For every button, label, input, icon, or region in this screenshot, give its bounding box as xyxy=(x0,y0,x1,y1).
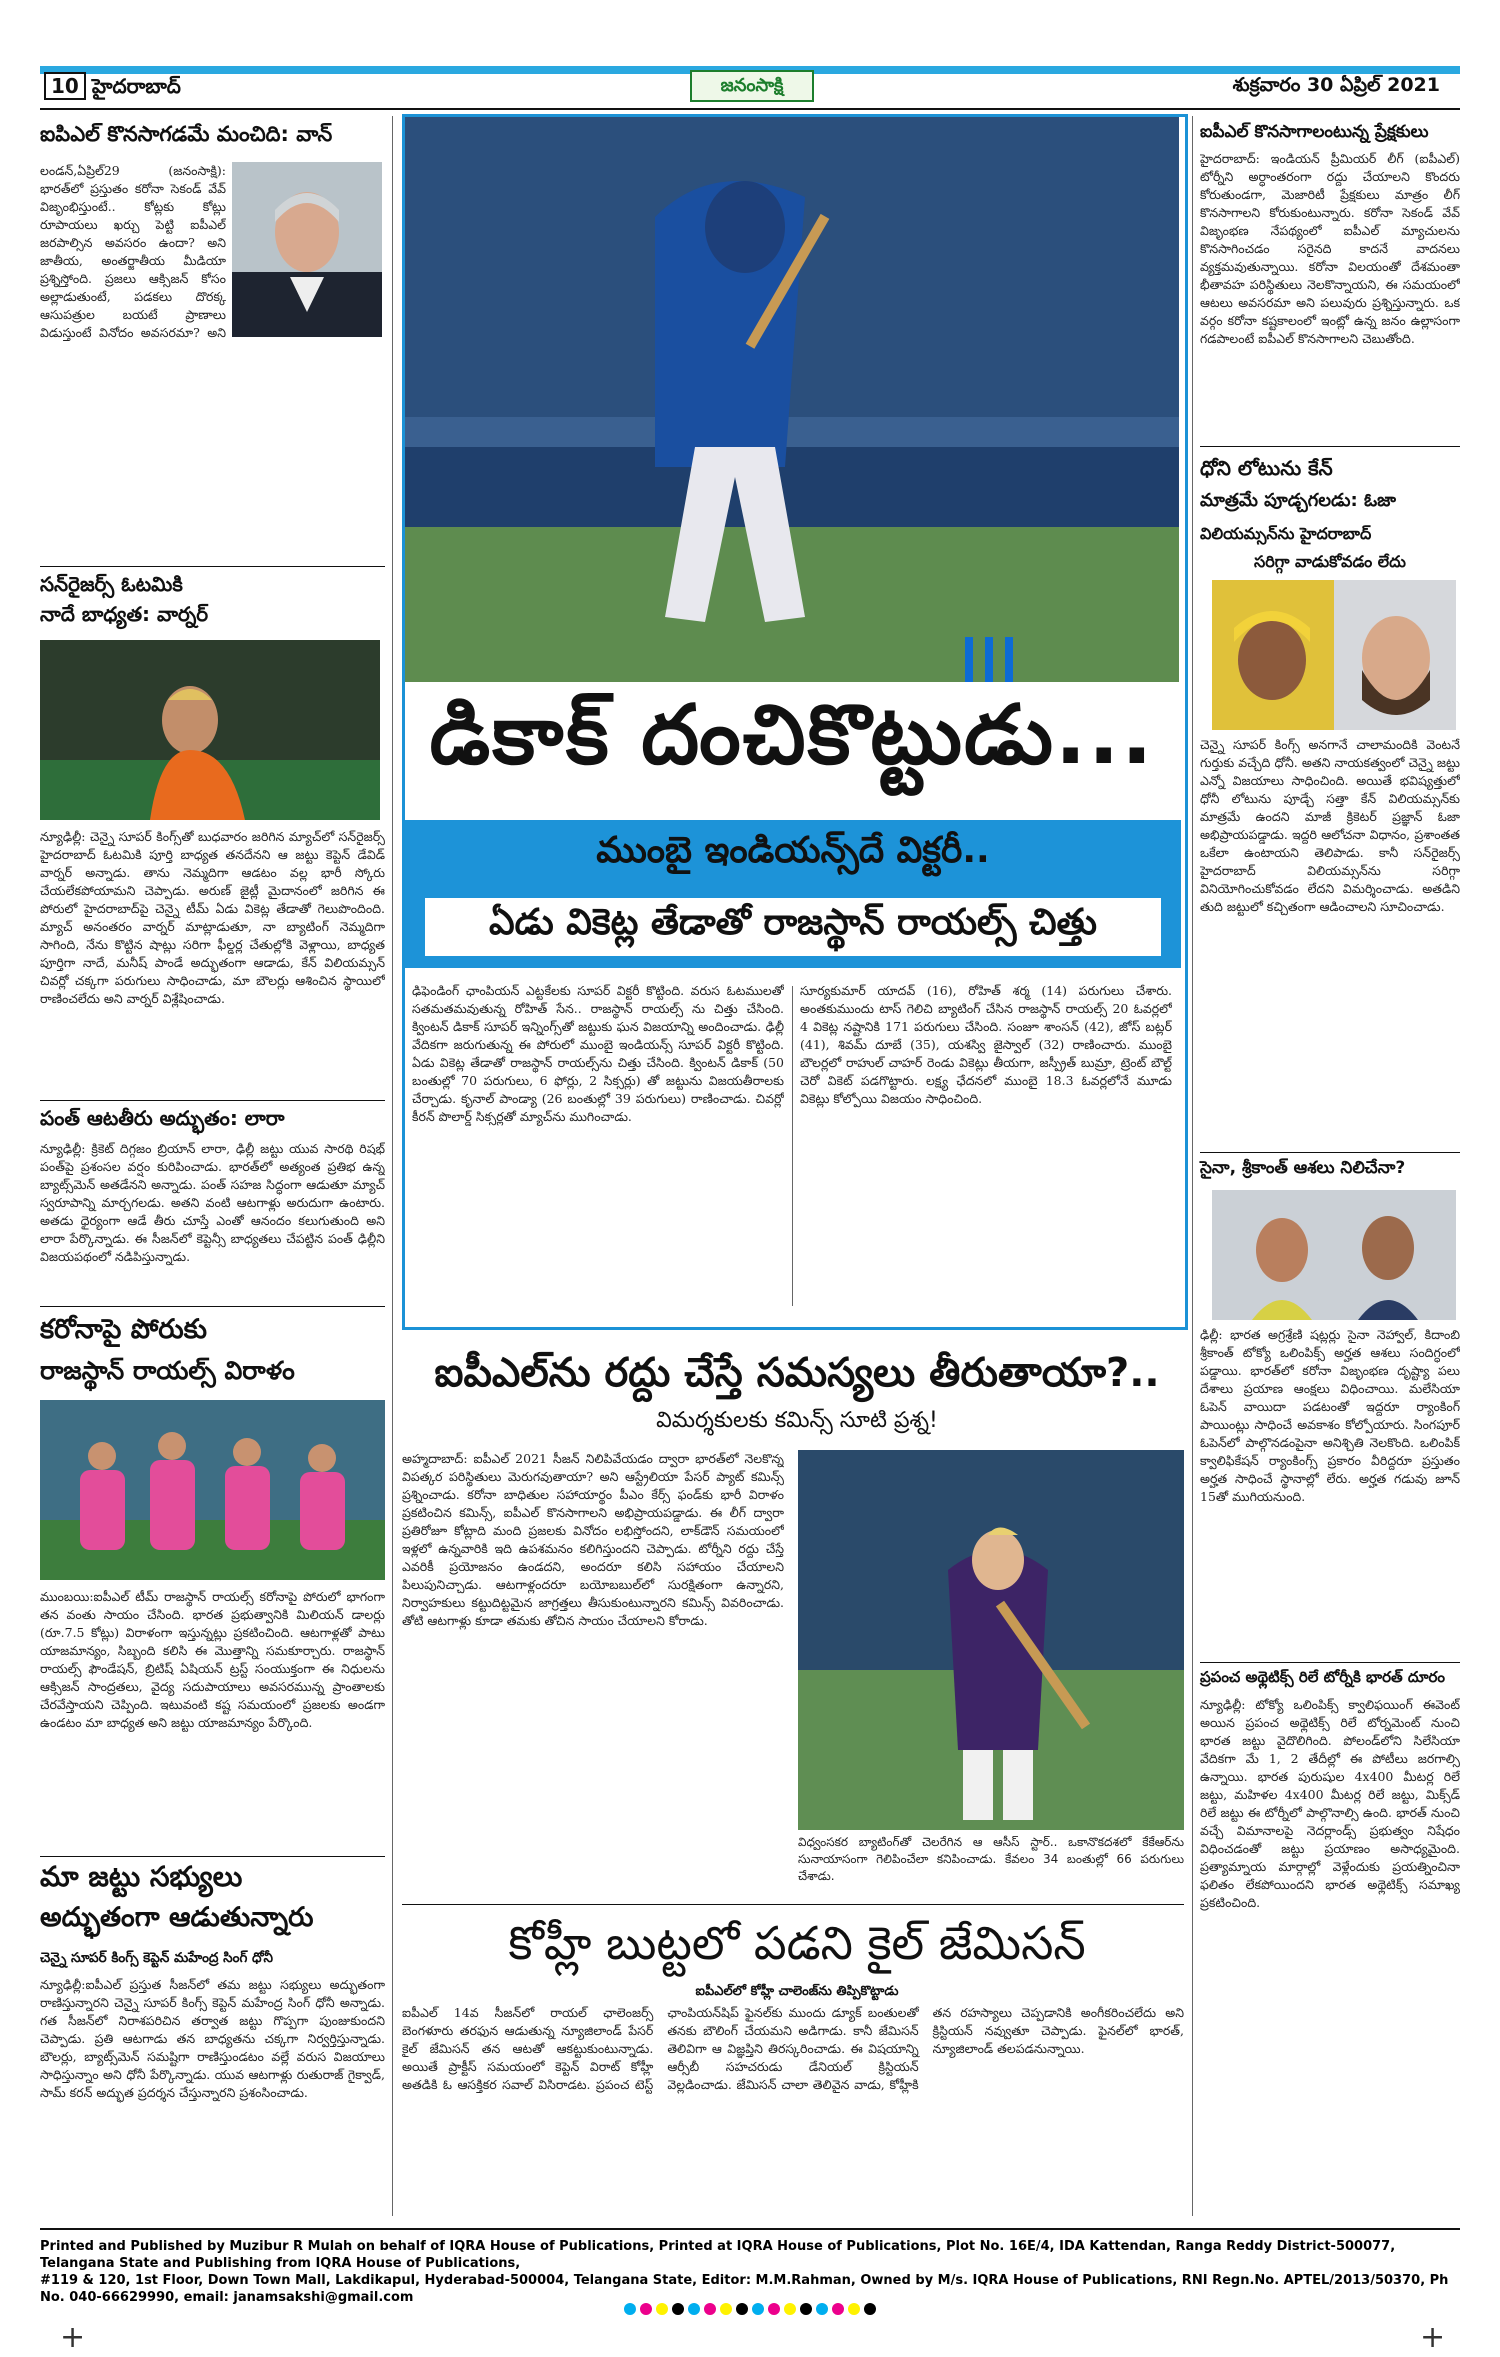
cummins-photo-caption: విధ్వంసకర బ్యాటింగ్‌తో చెలరేగిన ఆ ఆసీస్ స్టార్.. ఒకానొకదశలో కేకేఆర్‌ను సునాయాసంగా గెలిపించేలా కనిపించాడు. కేవలం 34 బంతుల్లో 66 పరుగులు చేశాడు. xyxy=(798,1835,1184,1883)
paper-logo: జనంసాక్షి xyxy=(690,70,814,102)
story-ojha-headline-2: మాత్రమే పూడ్చగలడు: ఓజా xyxy=(1200,490,1396,511)
jamieson-kicker: ఐపీఎల్‌లో కోహ్లీ చాలెంజ్‌ను తిప్పికొట్టాడు xyxy=(695,1984,899,1999)
cummins-photo xyxy=(798,1450,1184,1830)
story-relay-headline: ప్రపంచ అథ్లెటిక్స్ రిలే టోర్నీకి భారత్ దూరం xyxy=(1200,1668,1446,1686)
column-divider-left xyxy=(392,116,393,2216)
story-lara-body: న్యూఢిల్లీ: క్రికెట్ దిగ్గజం బ్రియాన్ లారా, ఢిల్లీ జట్టు యువ సారథి రిషభ్ పంత్‌పై ప్రశంసల వర్షం కురిపించాడు. భారత్‌లో అత్యంత ప్రతిభ ఉన్న బ్యాట్స్‌మెన్ అతడేనని అన్నాడు. పంత్ సహజ సిద్ధంగా ఆడుతూ మ్యాచ్ స్వరూపాన్ని మార్చగలడు. అతని వంటి ఆటగాళ్లు అరుదుగా ఉంటారు. అతడు ధైర్యంగా ఆడే తీరు చూస్తే ఎంతో ఆనందం కలుగుతుంది అని లారా పేర్కొన్నాడు. ఈ సీజన్‌లో కెప్టెన్సీ బాధ్యతలు చేపట్టిన పంత్ ఢిల్లీని విజయపథంలో నడిపిస్తున్నాడు. xyxy=(40,1141,385,1264)
lead-deck-banner xyxy=(405,820,1181,968)
color-registration-bar xyxy=(40,2300,1460,2318)
imprint-line xyxy=(40,2238,1460,2306)
lead-body-col2: సూర్యకుమార్ యాదవ్ (16), రోహిత్ శర్మ (14) పరుగులు చేశారు. అంతకుముందు టాస్ గెలిచి బ్యాటింగ్ చేసిన రాజస్థాన్ రాయల్స్ 20 ఓవర్లలో 4 వికెట్ల నష్టానికి 171 పరుగులు చేసింది. సంజూ శాంసన్ (42), జోస్ బట్లర్ (41), శివమ్ దూబే (35), యశస్వి జైస్వాల్ (32) రాణించారు. ముంబై బౌలర్లలో రాహుల్ చాహర్ రెండు వికెట్లు తీయగా, జస్ప్రీత్ బుమ్రా, ట్రెంట్ బౌల్ట్ చెరో వికెట్ పడగొట్టారు. లక్ష్య ఛేదనలో ముంబై 18.3 ఓవర్లలోనే మూడు వికెట్లు కోల్పోయి విజయం సాధించింది. xyxy=(800,983,1172,1106)
divider xyxy=(402,1904,1184,1905)
story-audience-headline: ఐపీఎల్ కొనసాగాలంటున్న ప్రేక్షకులు xyxy=(1200,122,1429,142)
story-lara-headline: పంత్ ఆటతీరు అద్భుతం: లారా xyxy=(40,1106,285,1130)
lead-headline: డికాక్ దంచికొట్టుడు... xyxy=(429,688,1155,783)
story-vaughan-body-b xyxy=(40,344,385,556)
story-dhoni-subhead: చెన్నై సూపర్ కింగ్స్ కెప్టెన్ మహేంద్ర సింగ్ ధోనీ xyxy=(40,1950,273,1966)
crop-mark-left: + xyxy=(60,2320,86,2355)
story-rr-headline-1: కరోనాపై పోరుకు xyxy=(40,1314,207,1345)
story-relay-body: న్యూఢిల్లీ: టోక్యో ఒలింపిక్స్ క్వాలిఫయింగ్ ఈవెంట్ అయిన ప్రపంచ అథ్లెటిక్స్ రిలే టోర్నమెంట్ నుంచి భారత జట్టు వైదొలిగింది. పోలండ్‌లోని సిలేసియా వేదికగా మే 1, 2 తేదీల్లో ఈ పోటీలు జరగాల్సి ఉన్నాయి. భారత పురుషుల 4x400 మీటర్ల రిలే జట్టు, మహిళల 4x400 మీటర్ల రిలే జట్టు, మిక్స్‌డ్ రిలే జట్టు ఈ టోర్నీలో పాల్గొనాల్సి ఉంది. భారత్ నుంచి వచ్చే విమానాలపై నెదర్లాండ్స్ ప్రభుత్వం నిషేధం విధించడంతో జట్టు ప్రయాణం అసాధ్యమైంది. ప్రత్యామ్నాయ మార్గాల్లో వెళ్లేందుకు ప్రయత్నించినా ఫలితం లేకపోయిందని భారత అథ్లెటిక్స్ సమాఖ్య ప్రకటించింది. xyxy=(1200,1697,1460,1910)
story-vaughan-body-a: లండన్,ఏప్రిల్29 (జనంసాక్షి): భారత్‌లో ప్రస్తుతం కరోనా సెకండ్ వేవ్ విజృంభిస్తుంటే.. కోట్లకు కోట్లు రూపాయలు ఖర్చు పెట్టి ఐపీఎల్ జరపాల్సిన అవసరం ఉందా? అని జాతీయ, అంతర్జాతీయ మీడియా ప్రశ్నిస్తోంది. ప్రజలు ఆక్సిజన్ కోసం అల్లాడుతుంటే, పడకలు దొరక్క ఆసుపత్రుల బయటే ప్రాణాలు విడుస్తుంటే వినోదం అవసరమా? అని xyxy=(40,163,226,340)
saina-srikanth-photo xyxy=(1212,1190,1456,1320)
dateline: శుక్రవారం 30 ఏప్రిల్ 2021 xyxy=(1232,74,1440,96)
cummins-headline: ఐపీఎల్‌ను రద్దు చేస్తే సమస్యలు తీరుతాయా?.. xyxy=(434,1350,1160,1396)
story-rr-headline-2: రాజస్థాన్ రాయల్స్ విరాళం xyxy=(40,1356,295,1385)
story-dhoni-headline-2: అద్భుతంగా ఆడుతున్నారు xyxy=(40,1902,314,1933)
rr-players-photo xyxy=(40,1400,385,1580)
imprint-line-1: Printed and Published by Muzibur R Mulah on behalf of IQRA House of Publications, Printed at IQRA House of Publications, Plot No. 16E/4, IDA Kattendan, Ranga Reddy District-500077, Telangana State and Publishing from IQRA House of Publications, xyxy=(40,2239,1396,2271)
crop-mark-right: + xyxy=(1420,2320,1446,2355)
masthead-rule xyxy=(40,108,1460,110)
divider xyxy=(1200,1662,1460,1663)
story-rr-body: ముంబయి:ఐపీఎల్ టీమ్ రాజస్థాన్ రాయల్స్ కరోనాపై పోరులో భాగంగా తన వంతు సాయం చేసింది. భారత ప్రభుత్వానికి మిలియన్ డాలర్లు (రూ.7.5 కోట్లు) విరాళంగా ఇస్తున్నట్లు ప్రకటించింది. ఆటగాళ్లతో పాటు యాజమాన్యం, సిబ్బంది కలిసి ఈ మొత్తాన్ని సమకూర్చారు. రాజస్థాన్ రాయల్స్ ఫౌండేషన్, బ్రిటిష్ ఏషియన్ ట్రస్ట్ సంయుక్తంగా ఈ నిధులను ఆక్సిజన్ సాంద్రతలు, వైద్య సదుపాయాలు అవసరమున్న ప్రాంతాలకు చేరవేస్తాయని చెప్పింది. ఇటువంటి కష్ట సమయంలో ప్రజలకు అండగా ఉండటం మా బాధ్యత అని జట్టు యాజమాన్యం పేర్కొంది. xyxy=(40,1589,385,1730)
divider xyxy=(40,566,385,567)
warner-photo xyxy=(40,640,380,820)
divider xyxy=(1200,1152,1460,1153)
story-warner-headline-2: నాదే బాధ్యత: వార్నర్ xyxy=(40,602,209,626)
cummins-body: అహ్మదాబాద్: ఐపీఎల్ 2021 సీజన్ నిలిపివేయడం ద్వారా భారత్‌లో నెలకొన్న విపత్కర పరిస్థితులు మెరుగవుతాయా? అని ఆస్ట్రేలియా పేసర్ ప్యాట్ కమిన్స్ ప్రశ్నించాడు. కరోనా బాధితుల సహాయార్థం పీఎం కేర్స్ ఫండ్‌కు భారీ విరాళం ప్రకటించిన కమిన్స్, ఐపీఎల్ కొనసాగాలని అభిప్రాయపడ్డాడు. ఈ లీగ్ ద్వారా ప్రతిరోజూ కోట్లాది మంది ప్రజలకు వినోదం లభిస్తోందని, లాక్‌డౌన్ సమయంలో ఇళ్లలో ఉన్నవారికి ఇది ఉపశమనం కలిగిస్తుందని చెప్పాడు. టోర్నీని రద్దు చేస్తే ఎవరికీ ప్రయోజనం ఉండదని, అందరూ కలిసి సహాయం చేయాలని పిలుపునిచ్చాడు. ఆటగాళ్లందరూ బయోబబుల్‌లో సురక్షితంగా ఉన్నారని, నిర్వాహకులు కట్టుదిట్టమైన జాగ్రత్తలు తీసుకుంటున్నారని కమిన్స్ వివరించాడు. తోటి ఆటగాళ్లు కూడా తమకు తోచిన సాయం చేయాలని కోరాడు. xyxy=(402,1451,784,1628)
divider xyxy=(40,1856,385,1857)
jamieson-body: ఐపీఎల్ 14వ సీజన్‌లో రాయల్ ఛాలెంజర్స్ బెంగళూరు తరఫున ఆడుతున్న న్యూజిలాండ్ పేసర్ కైల్ జేమిసన్ తన ఆటతో ఆకట్టుకుంటున్నాడు. అయితే ప్రాక్టీస్ సమయంలో కెప్టెన్ విరాట్ కోహ్లీ అతడికి ఓ ఆసక్తికర సవాల్ విసిరాడట. ప్రపంచ టెస్ట్ ఛాంపియన్‌షిప్ ఫైనల్‌కు ముందు డ్యూక్ బంతులతో తనకు బౌలింగ్ చేయమని అడిగాడు. కానీ జేమిసన్ తెలివిగా ఆ విజ్ఞప్తిని తిరస్కరించాడు. ఈ విషయాన్ని ఆర్సీబీ సహచరుడు డేనియల్ క్రిస్టియన్ వెల్లడించాడు. జేమిసన్ చాలా తెలివైన వాడు, కోహ్లీకి తన రహస్యాలు చెప్పడానికి అంగీకరించలేదు అని క్రిస్టియన్ నవ్వుతూ చెప్పాడు. ఫైనల్‌లో భారత్, న్యూజిలాండ్ తలపడనున్నాయి. xyxy=(402,2005,1184,2092)
story-warner-headline-1: సన్‌రైజర్స్ ఓటమికి xyxy=(40,572,183,596)
story-ojha-subhead-2: సరిగ్గా వాడుకోవడం లేదు xyxy=(1254,552,1406,571)
imprint-line-2: #119 & 120, 1st Floor, Down Town Mall, Lakdikapul, Hyderabad-500004, Telangana State, Editor: M.M.Rahman, Owned by M/s. IQRA House of Publications, RNI Regn.No. APTEL/2013/50370, Ph No. 040-66629990, email: janamsakshi@gmail.com xyxy=(40,2273,1449,2305)
story-ojha-body: చెన్నై సూపర్ కింగ్స్ అనగానే చాలామందికి వెంటనే గుర్తుకు వచ్చేది ధోనీ. అతని నాయకత్వంలో చెన్నై జట్టు ఎన్నో విజయాలు సాధించింది. అయితే భవిష్యత్తులో ధోనీ లోటును పూడ్చే సత్తా కేన్ విలియమ్సన్‌కు మాత్రమే ఉందని మాజీ క్రికెటర్ ప్రజ్ఞాన్ ఓజా అభిప్రాయపడ్డాడు. ఇద్దరి ఆలోచనా విధానం, ప్రశాంతత ఒకేలా ఉంటాయని తెలిపాడు. కానీ సన్‌రైజర్స్ హైదరాబాద్ విలియమ్సన్‌ను సరిగ్గా వినియోగించుకోవడం లేదని విమర్శించాడు. అతడిని తుది జట్టులో కచ్చితంగా ఆడించాలని సూచించాడు. xyxy=(1200,737,1460,914)
divider xyxy=(1200,446,1460,447)
footer-rule xyxy=(40,2228,1460,2230)
city-name: హైదరాబాద్ xyxy=(91,74,181,98)
dhoni-williamson-photo xyxy=(1212,580,1456,730)
story-vaughan-headline: ఐపిఎల్ కొనసాగడమే మంచిది: వాన్ xyxy=(40,122,333,146)
cummins-subhead: విమర్శకులకు కమిన్స్ సూటి ప్రశ్న! xyxy=(656,1408,938,1433)
story-warner-body: న్యూఢిల్లీ: చెన్నై సూపర్ కింగ్స్‌తో బుధవారం జరిగిన మ్యాచ్‌లో సన్‌రైజర్స్ హైదరాబాద్ ఓటమికి పూర్తి బాధ్యత తనదేనని ఆ జట్టు కెప్టెన్ డేవిడ్ వార్నర్ అన్నాడు. తాను నెమ్మదిగా ఆడటం వల్ల భారీ స్కోరు చేయలేకపోయామని చెప్పాడు. అరుణ్ జైట్లీ మైదానంలో జరిగిన ఈ పోరులో హైదరాబాద్‌పై చెన్నై టీమ్ ఏడు వికెట్ల తేడాతో గెలుపొందింది. మ్యాచ్ అనంతరం వార్నర్ మాట్లాడుతూ, నా బ్యాటింగ్ నెమ్మదిగా సాగింది, నేను కొట్టిన షాట్లు సరిగా ఫీల్డర్ల చేతుల్లోకి వెళ్లాయి, బాధ్యత పూర్తిగా నాదే, మనీష్ పాండే అద్భుతంగా ఆడాడు, కేన్ విలియమ్సన్ చివర్లో చక్కగా పరుగులు సాధించాడు, మా బౌలర్లు ఆశించిన స్థాయిలో రాణించలేదు అని వార్నర్ విశ్లేషించాడు. xyxy=(40,829,385,1006)
lead-body-col1: ఢిఫెండింగ్ ఛాంపియన్ ఎట్టకేలకు సూపర్ విక్టరీ కొట్టింది. వరుస ఓటములతో సతమతమవుతున్న రోహిత్ సేన.. రాజస్థాన్ రాయల్స్ ను చిత్తు చేసింది. క్వింటన్ డికాక్ సూపర్ ఇన్నింగ్స్‌తో జట్టుకు ఘన విజయాన్ని అందించాడు. ఢిల్లీ వేదికగా జరుగుతున్న ఈ పోరులో ముంబై ఇండియన్స్ సూపర్ విక్టరీ కొట్టింది. ఏడు వికెట్ల తేడాతో రాజస్థాన్ రాయల్స్‌ను చిత్తు చేసింది. క్వింటన్ డికాక్ (50 బంతుల్లో 70 పరుగులు, 6 ఫోర్లు, 2 సిక్సర్లు) తో జట్టును విజయతీరాలకు చేర్చాడు. కృనాల్ పాండ్యా (26 బంతుల్లో 39 పరుగులు) రాణించాడు. చివర్లో కీరన్ పొలార్డ్ సిక్సర్లతో మ్యాచ్‌ను ముగించాడు. xyxy=(412,983,784,1124)
lead-deck-line-1: ముంబై ఇండియన్స్‌దే విక్టరీ.. xyxy=(596,830,990,871)
story-dhoni-body: న్యూఢిల్లీ:ఐపీఎల్ ప్రస్తుత సీజన్‌లో తమ జట్టు సభ్యులు అద్భుతంగా రాణిస్తున్నారని చెన్నై సూపర్ కింగ్స్ కెప్టెన్ మహేంద్ర సింగ్ ధోనీ అన్నాడు. గత సీజన్‌లో నిరాశపరిచిన తర్వాత జట్టు గొప్పగా పుంజుకుందని చెప్పాడు. ప్రతి ఆటగాడు తన బాధ్యతను చక్కగా నిర్వర్తిస్తున్నాడు. బౌలర్లు, బ్యాట్స్‌మెన్ సమష్టిగా రాణిస్తుండటం వల్లే వరుస విజయాలు సాధిస్తున్నాం అని ధోనీ పేర్కొన్నాడు. యువ ఆటగాళ్లు రుతురాజ్ గైక్వాడ్, సామ్ కరన్ అద్భుత ప్రదర్శన చేస్తున్నారని ప్రశంసించాడు. xyxy=(40,1977,385,2100)
jamieson-headline: కోహ్లీ బుట్టలో పడని కైల్ జేమిసన్ xyxy=(508,1916,1086,1970)
vaughan-photo xyxy=(232,162,382,337)
story-ojha-subhead-1: విలియమ్సన్‌ను హైదరాబాద్ xyxy=(1200,524,1372,543)
story-dhoni-headline-1: మా జట్టు సభ్యులు xyxy=(40,1860,243,1893)
divider xyxy=(40,1100,385,1101)
lead-body-divider xyxy=(792,986,793,1306)
lead-photo xyxy=(405,117,1179,682)
story-saina-body: ఢిల్లీ: భారత అగ్రశ్రేణి షట్లర్లు సైనా నెహ్వాల్, కిదాంబి శ్రీకాంత్ టోక్యో ఒలింపిక్స్ అర్హత ఆశలు సందిగ్ధంలో పడ్డాయి. భారత్‌లో కరోనా విజృంభణ దృష్ట్యా పలు దేశాలు ప్రయాణ ఆంక్షలు విధించాయి. మలేసియా ఓపెన్ వాయిదా పడటంతో ఇద్దరూ ర్యాంకింగ్ పాయింట్లు సాధించే అవకాశం కోల్పోయారు. సింగపూర్ ఓపెన్‌లో పాల్గొనడంపైనా అనిశ్చితి నెలకొంది. ఒలింపిక్ క్వాలిఫికేషన్ ర్యాంకింగ్స్ ప్రకారం వీరిద్దరూ ప్రస్తుతం అర్హత సాధించే స్థానాల్లో లేరు. అర్హత గడువు జూన్ 15తో ముగియనుంది. xyxy=(1200,1327,1460,1504)
story-audience-body: హైదరాబాద్: ఇండియన్ ప్రీమియర్ లీగ్ (ఐపీఎల్) టోర్నీని అర్ధాంతరంగా రద్దు చేయాలని కొందరు కోరుతుండగా, మెజారిటీ ప్రేక్షకులు మాత్రం లీగ్ కొనసాగాలని కోరుకుంటున్నారు. కరోనా సెకండ్ వేవ్ విజృంభణ నేపథ్యంలో ఐపీఎల్ మ్యాచులను కొనసాగించడం సరైనది కాదనే వాదనలు వ్యక్తమవుతున్నాయి. కరోనా విలయంతో దేశమంతా భీతావహ పరిస్థితులు నెలకొన్నాయని, ఈ సమయంలో ఆటలు అవసరమా అని పలువురు ప్రశ్నిస్తున్నారు. ఒక వర్గం కరోనా కష్టకాలంలో ఇంట్లో ఉన్న జనం ఉల్లాసంగా గడపాలంటే ఐపీఎల్ కొనసాగాలని చెబుతోంది. xyxy=(1200,151,1460,346)
story-ojha-headline-1: ధోని లోటును కేన్ xyxy=(1200,456,1333,480)
lead-deck-line-2: ఏడు వికెట్ల తేడాతో రాజస్థాన్ రాయల్స్ చిత్తు xyxy=(425,898,1161,956)
story-saina-headline: సైనా, శ్రీకాంత్ ఆశలు నిలిచేనా? xyxy=(1200,1158,1406,1178)
page-number: 10 హైదరాబాద్ xyxy=(44,72,181,103)
column-divider-right xyxy=(1192,116,1193,2216)
divider xyxy=(40,1306,385,1307)
